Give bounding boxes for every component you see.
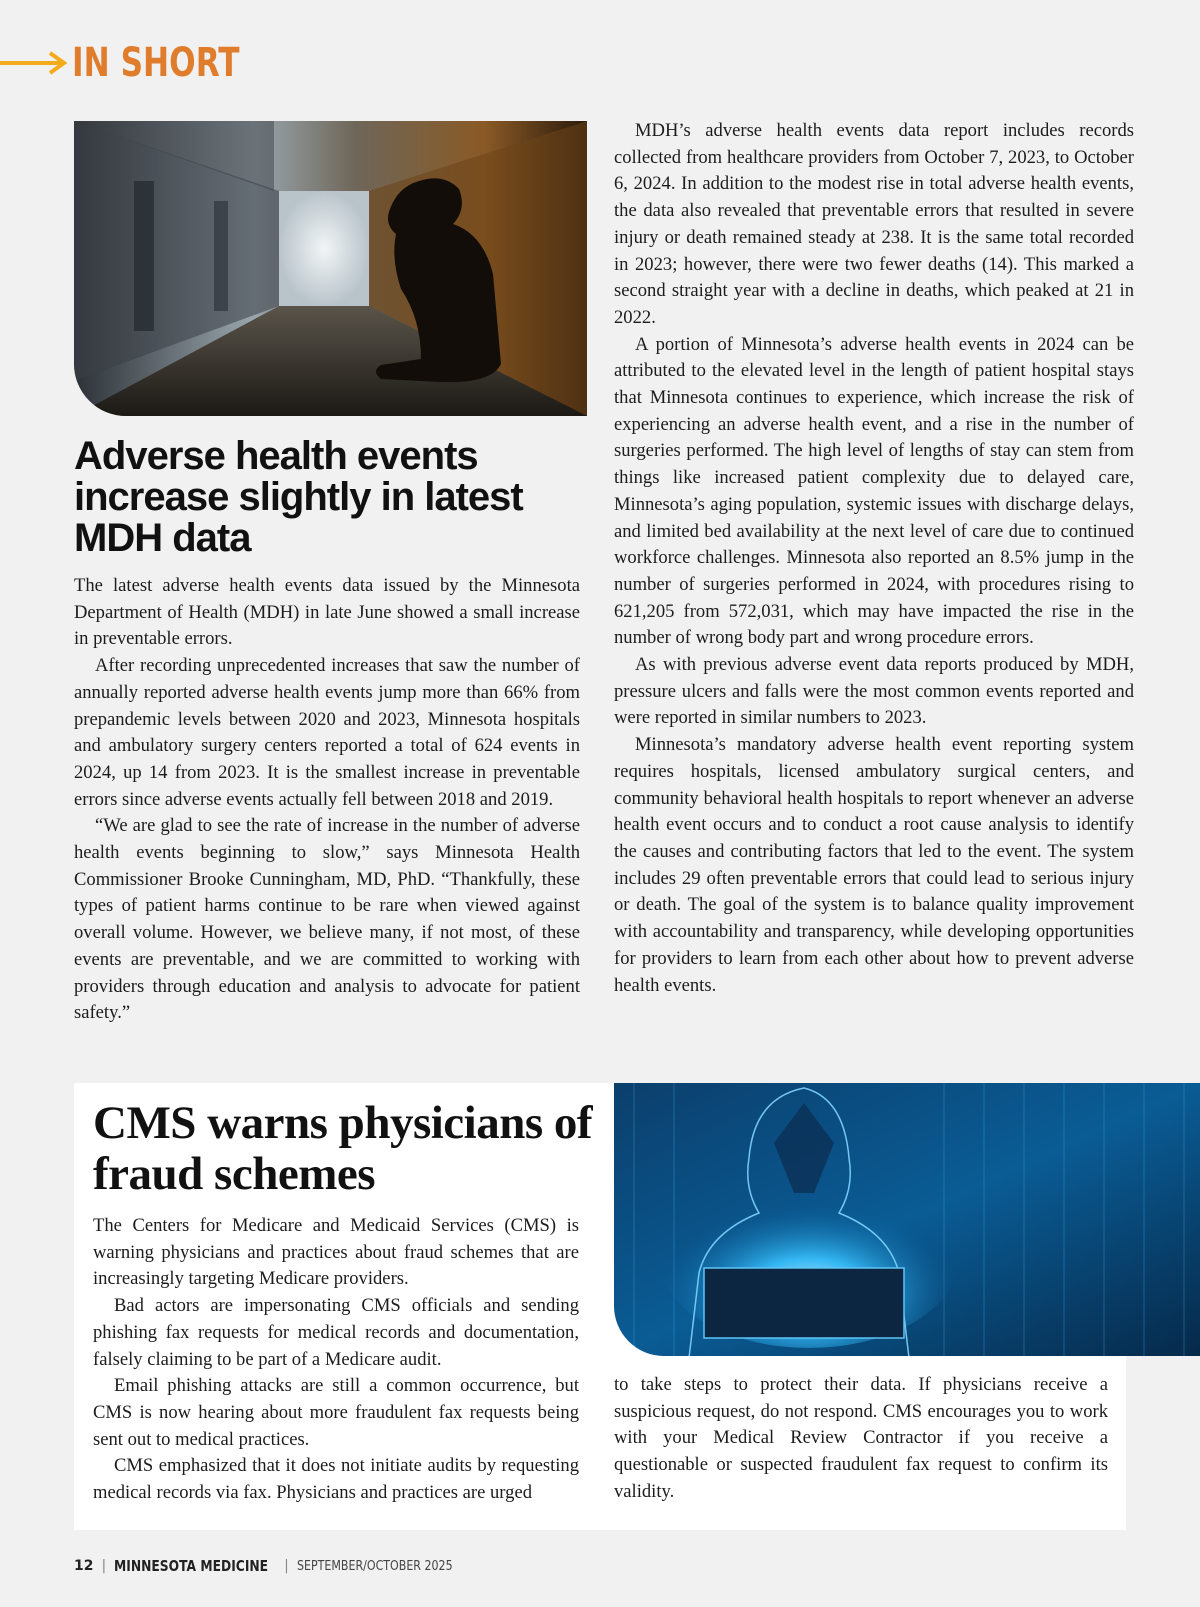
section-header [0,38,287,88]
hacker-photo [614,1083,1200,1356]
hallway-photo [74,121,587,416]
page-number: 12 [74,1558,94,1574]
arrow-right-icon [0,48,70,78]
paragraph: CMS emphasized that it does not initiate audits by requesting medical records via fax. Physicians and practices are urged [93,1455,579,1504]
issue-date: SEPTEMBER/OCTOBER 2025 [296,1558,453,1574]
paragraph: The Centers for Medicare and Medicaid Services (CMS) is warning physicians and practices about fraud schemes that are increasingly targeting Medicare providers. [93,1215,579,1290]
section-label: IN SHORT [72,40,240,86]
paragraph: As with previous adverse event data reports produced by MDH, pressure ulcers and falls were the most common events reported and were reported in similar numbers to 2023. [614,654,1134,729]
paragraph: to take steps to protect their data. If physicians receive a suspicious request, do not respond. CMS encourages you to work with your Medical Review Contractor if you receive a questionable or suspected fraudulent fax request to confirm its validity. [614,1374,1108,1502]
page-footer [74,1554,480,1578]
paragraph: A portion of Minnesota’s adverse health events in 2024 can be attributed to the elevated level in the length of patient hospital stays that Minnesota continues to experience, which increase the risk of experiencing an adverse health event, and a rise in the number of surgeries performed. The high level of lengths of stay can stem from things like increased patient complexity due to delayed care, Minnesota’s aging population, systemic issues with discharge delays, and limited bed availability at the next level of care due to continued workforce challenges. Minnesota also reported an 8.5% jump in the number of surgeries performed in 2024, with procedures rising to 621,205 from 572,031, which may have impacted the rise in the number of wrong body part and wrong procedure errors. [614,333,1134,649]
paragraph: MDH’s adverse health events data report includes records collected from healthcare providers from October 7, 2023, to October 6, 2024. In addition to the modest rise in total adverse health events, the data also revealed that preventable errors that resulted in severe injury or death remained steady at 238. It is the same total recorded in 2023; however, there were two fewer deaths (14). This marked a second straight year with a decline in deaths, which peaked at 21 in 2022. [614,120,1134,328]
article-2-right-column [614,1372,1108,1506]
paragraph: “We are glad to see the rate of increase in the number of adverse health events beginning to slow,” says Minnesota Health Commissioner Brooke Cunningham, MD, PhD. “Thankfully, these types of patient harms continue to be rare when viewed against overall volume. However, we believe many, if not most, of these events are preventable, and we are committed to working with providers through education and analysis to advocate for patient safety.” [74,815,580,1024]
article-1-right-column [614,118,1134,999]
article-1-left-column [74,573,580,1027]
article-2-left-column [93,1213,579,1507]
footer-separator: | [284,1558,289,1574]
article-2-headline: CMS warns physicians of fraud schemes [93,1097,593,1200]
paragraph: The latest adverse health events data issued by the Minnesota Department of Health (MDH) in late June showed a small increase in preventable errors. [74,575,580,650]
paragraph: Email phishing attacks are still a common occurrence, but CMS is now hearing about more fraudulent fax requests being sent out to medical practices. [93,1375,579,1450]
paragraph: After recording unprecedented increases that saw the number of annually reported adverse health events jump more than 66% from prepandemic levels between 2020 and 2023, Minnesota hospitals and ambulatory surgery centers reported a total of 624 events in 2024, up 14 from 2023. It is the smallest increase in preventable errors since adverse events actually fell between 2018 and 2019. [74,655,580,810]
footer-separator: | [101,1558,107,1574]
article-1-headline: Adverse health events increase slightly in latest MDH data [74,434,523,560]
paragraph: Bad actors are impersonating CMS officials and sending phishing fax requests for medical records and documentation, falsely claiming to be part of a Medicare audit. [93,1295,579,1370]
paragraph: Minnesota’s mandatory adverse health event reporting system requires hospitals, licensed ambulatory surgical centers, and community behavioral health hospitals to report whenever an adverse health event occurs and to conduct a root cause analysis to identify the causes and contributing factors that led to the event. The system includes 29 often preventable errors that could lead to serious injury or death. The goal of the system is to balance quality improvement with accountability and transparency, while developing opportunities for providers to learn from each other about how to prevent adverse health events. [614,734,1134,996]
magazine-name: MINNESOTA MEDICINE [114,1557,269,1575]
